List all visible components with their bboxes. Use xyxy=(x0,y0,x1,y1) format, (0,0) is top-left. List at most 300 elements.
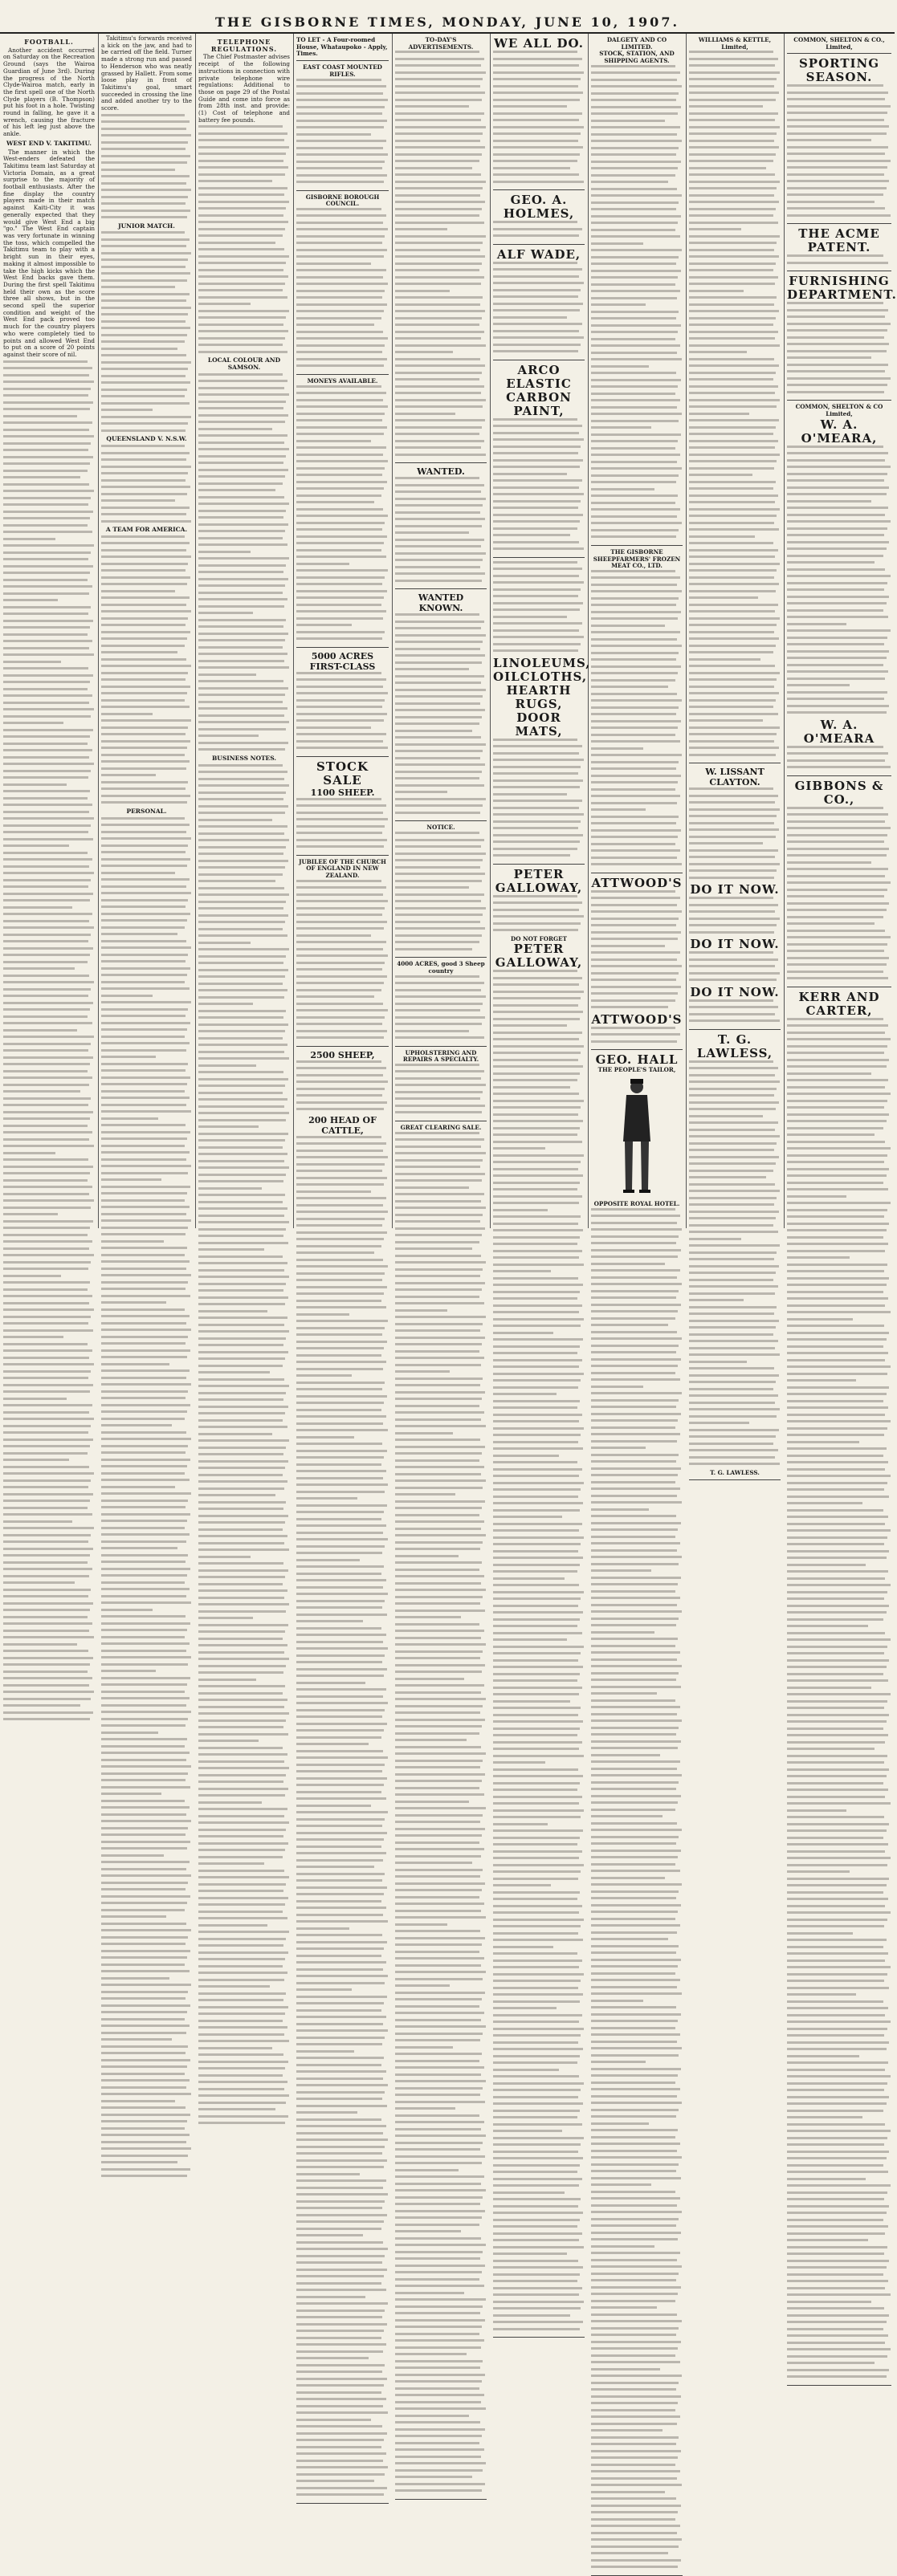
text-line xyxy=(198,1870,284,1872)
text-line xyxy=(296,1846,381,1848)
text-line xyxy=(3,1671,88,1673)
text-line xyxy=(591,652,679,654)
text-line xyxy=(591,1733,676,1736)
text-line xyxy=(395,504,483,507)
text-line xyxy=(198,421,285,423)
text-line xyxy=(787,555,883,557)
text-line xyxy=(787,1496,889,1498)
text-line xyxy=(787,1441,859,1443)
text-line xyxy=(296,2446,381,2448)
text-line xyxy=(787,943,887,946)
text-line xyxy=(198,289,283,291)
text-line xyxy=(493,2014,582,2016)
text-line xyxy=(787,1693,891,1695)
text-line xyxy=(591,201,679,204)
text-line xyxy=(101,452,190,454)
text-line xyxy=(493,1018,580,1020)
text-line xyxy=(591,1699,675,1702)
text-line xyxy=(689,1142,777,1145)
text-line xyxy=(296,1524,386,1527)
text-line xyxy=(493,2034,581,2037)
text-line xyxy=(787,2342,885,2344)
text-line xyxy=(787,1973,887,1976)
text-line xyxy=(101,1732,158,1734)
text-line xyxy=(395,276,484,279)
text-line xyxy=(591,461,677,463)
text-line xyxy=(296,610,386,612)
text-line xyxy=(296,989,381,991)
text-line xyxy=(493,1625,577,1627)
text-line xyxy=(787,2198,884,2200)
text-line xyxy=(493,126,584,128)
text-line xyxy=(296,1661,382,1663)
text-line xyxy=(787,1373,887,1375)
text-line xyxy=(591,467,682,470)
text-line xyxy=(101,196,188,198)
text-line xyxy=(3,1357,89,1359)
text-line xyxy=(101,1547,177,1549)
text-line xyxy=(395,1705,483,1707)
text-line xyxy=(101,368,188,370)
text-line xyxy=(3,872,94,874)
text-filler xyxy=(101,817,192,2178)
text-line xyxy=(296,798,381,800)
text-line xyxy=(101,395,185,397)
text-filler xyxy=(395,477,487,582)
text-line xyxy=(198,330,288,332)
text-line xyxy=(3,592,89,595)
text-line xyxy=(493,1993,583,1996)
text-line xyxy=(3,1227,90,1229)
text-line xyxy=(591,1815,663,1817)
text-line xyxy=(787,1687,871,1689)
text-line xyxy=(296,1968,383,1971)
text-line xyxy=(3,1404,92,1406)
text-line xyxy=(787,2014,885,2016)
text-line xyxy=(101,2038,172,2041)
text-line xyxy=(3,633,88,636)
text-line xyxy=(296,1415,386,1418)
text-line xyxy=(3,708,94,710)
text-line xyxy=(787,664,883,666)
text-line xyxy=(591,1863,675,1866)
text-line xyxy=(198,1133,288,1135)
text-line xyxy=(198,1515,288,1517)
text-line xyxy=(296,1579,386,1581)
text-line xyxy=(493,58,582,60)
text-line xyxy=(395,1534,486,1536)
text-line xyxy=(591,747,643,750)
text-line xyxy=(3,1008,90,1011)
text-line xyxy=(591,857,677,859)
text-line xyxy=(395,153,482,156)
text-line xyxy=(198,475,285,478)
ad-borough-council: GISBORNE BOROUGH COUNCIL. xyxy=(305,193,380,208)
text-line xyxy=(198,1842,288,1845)
text-line xyxy=(3,1207,91,1209)
text-line xyxy=(395,1992,485,1994)
text-line xyxy=(395,1343,482,1345)
text-line xyxy=(493,1673,580,1675)
text-line xyxy=(591,1727,679,1729)
text-line xyxy=(395,1220,480,1223)
text-filler xyxy=(395,975,487,1040)
text-line xyxy=(3,988,91,991)
text-line xyxy=(296,2111,357,2114)
text-line xyxy=(787,1434,884,1436)
text-line xyxy=(591,2265,682,2268)
text-line xyxy=(395,2333,479,2335)
text-line xyxy=(395,1984,450,1987)
text-line xyxy=(101,569,186,572)
text-line xyxy=(198,1651,284,1654)
text-line xyxy=(591,1276,677,1279)
text-line xyxy=(689,979,777,981)
text-line xyxy=(591,2245,654,2248)
advert xyxy=(787,989,891,2386)
text-line xyxy=(591,1440,677,1443)
text-line xyxy=(493,1154,584,1157)
text-line xyxy=(395,1323,483,1325)
text-line xyxy=(3,1090,80,1093)
text-line xyxy=(787,1816,884,1818)
text-line xyxy=(689,405,777,408)
text-line xyxy=(101,2114,190,2116)
text-line xyxy=(296,1300,381,1302)
text-line xyxy=(296,167,382,169)
text-line xyxy=(689,631,774,633)
text-line xyxy=(101,1923,186,1925)
text-line xyxy=(101,2052,186,2054)
text-line xyxy=(787,1911,891,1914)
ad-opposite-royal: OPPOSITE ROYAL HOTEL. xyxy=(593,1200,680,1208)
text-line xyxy=(591,761,679,763)
text-line xyxy=(689,467,774,470)
text-line xyxy=(3,511,93,513)
text-line xyxy=(3,858,92,861)
text-line xyxy=(787,1775,887,1777)
text-line xyxy=(296,1886,387,1889)
text-line xyxy=(198,687,288,690)
advert xyxy=(689,1032,781,1480)
text-line xyxy=(3,1022,92,1024)
advert xyxy=(296,649,389,757)
text-line xyxy=(296,1320,388,1322)
text-line xyxy=(787,2328,883,2330)
text-line xyxy=(395,413,455,415)
text-line xyxy=(395,1930,480,1932)
text-line xyxy=(3,1575,89,1577)
text-line xyxy=(493,1441,578,1443)
text-line xyxy=(493,1966,579,1968)
text-line xyxy=(3,981,94,983)
text-line xyxy=(3,1370,91,1373)
ad-acme-patent: THE ACME PATENT. xyxy=(798,226,880,255)
text-filler xyxy=(101,114,192,219)
text-line xyxy=(591,2150,677,2152)
ad-dalgety: DALGETY AND CO LIMITED. xyxy=(606,36,667,51)
advert xyxy=(296,376,389,648)
advert xyxy=(689,765,781,1030)
text-line xyxy=(787,827,891,829)
text-line xyxy=(591,1228,682,1231)
text-line xyxy=(689,276,778,279)
text-line xyxy=(493,813,584,816)
text-line xyxy=(101,1718,188,1720)
text-line xyxy=(689,1285,778,1288)
text-line xyxy=(296,2187,383,2189)
text-line xyxy=(493,1038,579,1040)
text-line xyxy=(395,730,472,732)
text-line xyxy=(493,1304,582,1307)
text-line xyxy=(198,1685,285,1687)
text-line xyxy=(787,1932,853,1935)
text-line xyxy=(493,268,582,271)
text-line xyxy=(787,180,889,182)
text-line xyxy=(3,831,88,833)
text-line xyxy=(395,126,486,128)
text-line xyxy=(3,1540,88,1543)
text-line xyxy=(296,1156,388,1158)
text-line xyxy=(689,665,775,667)
text-line xyxy=(3,626,90,629)
text-line xyxy=(591,2484,682,2486)
text-line xyxy=(493,970,577,972)
text-line xyxy=(591,283,675,286)
text-line xyxy=(101,1554,188,1557)
text-line xyxy=(787,1591,887,1593)
text-line xyxy=(787,1864,887,1866)
text-line xyxy=(198,1324,284,1326)
text-line xyxy=(3,1691,94,1693)
text-line xyxy=(101,1377,186,1379)
text-line xyxy=(591,1959,681,1961)
text-line xyxy=(787,1925,884,1927)
text-line xyxy=(296,1382,385,1384)
text-line xyxy=(493,1761,545,1764)
text-line xyxy=(296,2064,381,2066)
text-line xyxy=(493,1980,581,1982)
advert xyxy=(787,55,891,224)
text-line xyxy=(198,1330,289,1333)
text-line xyxy=(493,459,583,462)
text-line xyxy=(296,181,384,183)
text-line xyxy=(101,231,185,234)
text-line xyxy=(787,2239,868,2241)
text-line xyxy=(493,514,583,516)
text-line xyxy=(3,1479,91,1482)
text-line xyxy=(787,1243,888,1245)
text-line xyxy=(296,2398,386,2400)
text-line xyxy=(395,2114,479,2117)
text-line xyxy=(296,481,387,483)
text-line xyxy=(591,2511,678,2513)
text-line xyxy=(101,1595,186,1597)
text-line xyxy=(787,1133,875,1136)
text-line xyxy=(296,2159,387,2162)
text-line xyxy=(296,2296,365,2298)
text-line xyxy=(395,941,479,943)
text-line xyxy=(395,511,480,514)
text-line xyxy=(493,616,567,618)
text-line xyxy=(296,563,349,565)
text-line xyxy=(296,2091,385,2094)
text-line xyxy=(493,1652,581,1654)
text-line xyxy=(493,2151,578,2153)
text-line xyxy=(198,1597,284,1599)
text-line xyxy=(689,1415,777,1418)
text-line xyxy=(296,2037,385,2039)
text-line xyxy=(101,361,191,364)
text-line xyxy=(101,245,186,247)
text-line xyxy=(395,668,469,670)
text-line xyxy=(591,297,677,299)
text-line xyxy=(101,885,186,888)
text-line xyxy=(591,112,678,115)
text-line xyxy=(101,375,186,377)
text-line xyxy=(395,2066,484,2069)
text-line xyxy=(296,1402,384,1404)
text-line xyxy=(787,1905,885,1907)
text-line xyxy=(198,1003,253,1005)
column-4 xyxy=(293,34,392,1228)
text-line xyxy=(689,303,774,306)
text-line xyxy=(591,1296,676,1299)
text-line xyxy=(101,327,190,329)
text-line xyxy=(787,1673,883,1675)
text-line xyxy=(591,795,680,797)
text-line xyxy=(591,2497,676,2500)
text-line xyxy=(689,344,780,347)
text-line xyxy=(591,2088,680,2090)
text-line xyxy=(787,119,884,121)
text-line xyxy=(296,405,388,408)
text-line xyxy=(787,1857,891,1859)
text-line xyxy=(787,922,875,925)
text-line xyxy=(591,1850,681,1852)
text-line xyxy=(101,1028,187,1031)
text-line xyxy=(198,1760,284,1763)
text-line xyxy=(689,1183,775,1186)
text-line xyxy=(591,2327,679,2330)
text-line xyxy=(198,1747,283,1749)
text-line xyxy=(101,658,186,661)
text-line xyxy=(591,474,679,477)
text-line xyxy=(198,1398,283,1401)
text-line xyxy=(101,1158,186,1161)
text-line xyxy=(3,401,93,404)
text-line xyxy=(493,1837,580,1839)
text-line xyxy=(395,1623,479,1626)
text-line xyxy=(3,503,88,506)
text-filler xyxy=(198,373,290,751)
text-line xyxy=(198,735,259,737)
text-line xyxy=(493,1100,584,1102)
text-line xyxy=(689,549,778,551)
text-line xyxy=(493,1809,584,1812)
text-line xyxy=(3,1650,88,1652)
text-line xyxy=(689,849,778,852)
text-line xyxy=(493,2164,580,2167)
text-line xyxy=(395,702,480,705)
text-line xyxy=(591,1536,675,1538)
text-line xyxy=(395,2224,479,2226)
text-line xyxy=(689,965,775,967)
text-line xyxy=(296,460,388,462)
text-line xyxy=(787,2061,888,2064)
text-line xyxy=(101,760,190,763)
text-line xyxy=(689,167,766,169)
text-line xyxy=(3,776,88,779)
text-line xyxy=(101,2065,187,2068)
text-line xyxy=(296,1532,383,1534)
text-line xyxy=(3,1657,93,1659)
text-line xyxy=(591,2074,678,2077)
text-line xyxy=(591,303,646,306)
text-line xyxy=(198,2033,284,2036)
text-line xyxy=(101,1424,172,1426)
text-line xyxy=(395,2073,481,2076)
text-line xyxy=(101,286,175,288)
text-line xyxy=(689,1067,778,1069)
text-line xyxy=(395,2462,486,2464)
text-line xyxy=(395,92,485,94)
text-line xyxy=(101,1588,190,1590)
text-line xyxy=(198,1010,286,1012)
text-line xyxy=(198,1719,286,1722)
text-line xyxy=(689,787,773,790)
ad-omeara: W. A. O'MEARA, xyxy=(801,417,878,446)
text-line xyxy=(198,1365,283,1367)
text-line xyxy=(787,861,871,864)
text-line xyxy=(493,1264,584,1266)
text-line xyxy=(689,1211,779,1213)
text-line xyxy=(395,1760,483,1762)
text-line xyxy=(198,1098,287,1101)
text-line xyxy=(198,523,288,526)
text-line xyxy=(689,1361,747,1363)
text-line xyxy=(787,834,887,836)
text-line xyxy=(101,272,190,275)
text-line xyxy=(101,1874,191,1877)
text-line xyxy=(101,542,190,544)
text-line xyxy=(689,126,780,128)
text-line xyxy=(689,392,775,394)
text-line xyxy=(3,1486,88,1488)
text-line xyxy=(296,433,384,435)
ad-do-it-now-1: DO IT NOW. xyxy=(690,882,780,897)
text-line xyxy=(591,2068,681,2070)
column-7 xyxy=(588,34,686,1228)
text-line xyxy=(101,216,187,218)
text-line xyxy=(3,797,88,800)
text-line xyxy=(101,1445,188,1447)
text-line xyxy=(198,1576,285,1578)
text-line xyxy=(395,1091,483,1093)
advert xyxy=(296,35,389,61)
text-line xyxy=(296,569,388,572)
text-line xyxy=(395,1766,480,1768)
text-line xyxy=(787,207,885,210)
text-line xyxy=(787,2205,889,2208)
text-line xyxy=(787,1789,888,1791)
text-line xyxy=(787,684,850,686)
text-line xyxy=(493,330,579,332)
text-line xyxy=(3,1663,90,1666)
text-line xyxy=(101,637,187,640)
text-line xyxy=(101,1104,186,1106)
ad-todays-ads: TO-DAY'S ADVERTISEMENTS. xyxy=(408,36,474,51)
